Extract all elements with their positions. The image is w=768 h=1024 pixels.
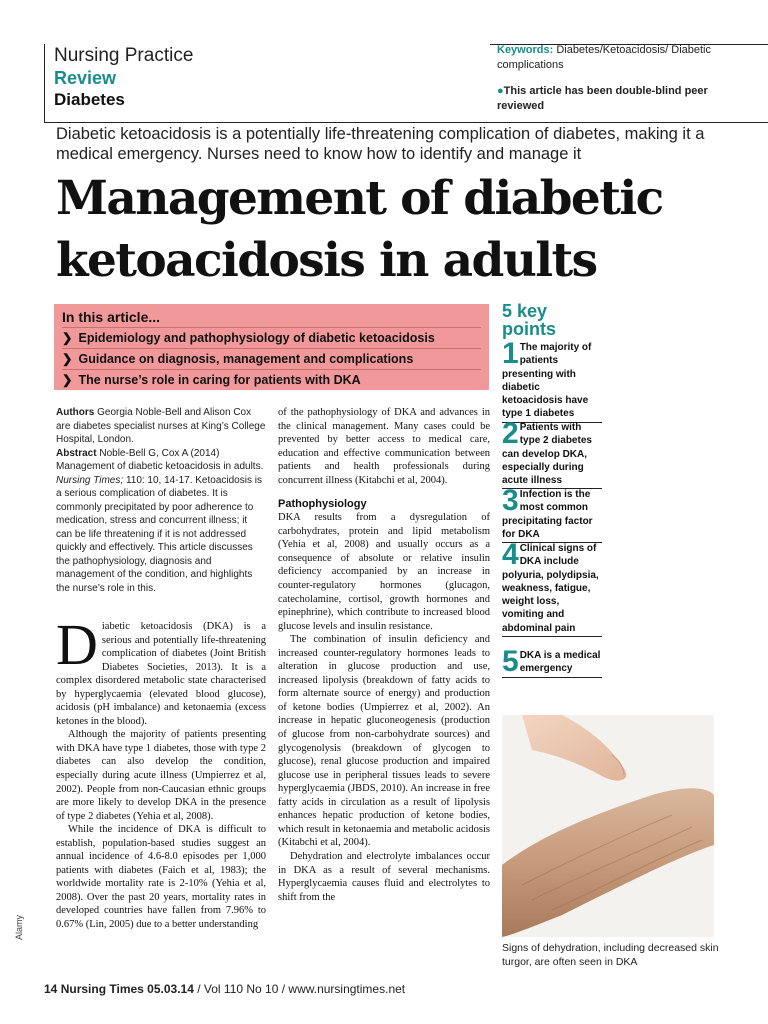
- chevron-right-icon: ❯: [62, 373, 73, 387]
- key-point: 4 Clinical signs of DKA include polyuria, polydipsia, weakness, fatigue, weight loss, vomiting and abdominal pain: [502, 542, 602, 637]
- chevron-right-icon: ❯: [62, 352, 73, 366]
- body-paragraph: Dehydration and electrolyte imbalances occur in DKA as a result of several mechanisms. Hyperglycaemia causes fluid and electrolytes to shift from the: [278, 850, 490, 903]
- section-label: [54, 45, 193, 110]
- page-number: 14: [44, 982, 58, 996]
- header-vertical-rule: [44, 44, 45, 122]
- body-paragraph: While the incidence of DKA is difficult to establish, population-based studies suggest an annual incidence of 4.6-8.0 episodes per 1,000 patients with diabetes (Faich et al, 1983); the worldwide mortality rate is 2-10% (Yehia et al, 2008). Over the past 20 years, mortality rates in developed countries have fallen from 7.96% to 0.67% (Lin, 2005) due to a better understanding: [56, 824, 266, 931]
- key-point: 5 DKA is a medical emergency: [502, 645, 601, 678]
- body-paragraph: DKA results from a dysregulation of carbohydrates, protein and lipid metabolism (Yehia et al, 2008) and usually occurs as a consequence of absolute or relative insulin deficiency accompanied by an increase in counter-regulatory hormones (glucagon, catecholamine, cortisol, growth hormones and epinephrine), which contribute to increased blood glucose levels and insulin resistance.: [278, 512, 490, 632]
- issue-label: Nursing Times 05.03.14: [60, 982, 194, 996]
- body-paragraph: Diabetic ketoacidosis (DKA) is a serious and potentially life-threatening complication of diabetes (Joint British Diabetes Societies, 2013). It is a complex disordered metabolic state characterised by hyperglycaemia (elevated blood glucose), acidosis (pH imbalance) and ketonaemia (excess ketones in the blood).: [56, 612, 266, 727]
- page-footer: [44, 982, 405, 996]
- title-line-1: Management of diabetic: [56, 171, 663, 226]
- bullet-icon: ●: [497, 85, 504, 97]
- title-line-2: ketoacidosis in adults: [56, 233, 597, 288]
- in-this-article-item: ❯ Epidemiology and pathophysiology of diabetic ketoacidosis: [62, 327, 481, 348]
- in-this-article-item: ❯ The nurse’s role in caring for patients with DKA: [62, 369, 481, 390]
- key-points-heading: 5 key points: [502, 301, 556, 339]
- in-this-article-item: ❯ Guidance on diagnosis, management and complications: [62, 348, 481, 369]
- photo-caption: Signs of dehydration, including decreased skin turgor, are often seen in DKA: [502, 942, 719, 968]
- body-column-2: [278, 406, 490, 904]
- keywords-text: Diabetes/Ketoacidosis/ Diabetic complications: [497, 44, 712, 71]
- pathophysiology-heading: Pathophysiology: [278, 498, 367, 511]
- chevron-right-icon: ❯: [62, 331, 73, 345]
- body-column-1: [56, 612, 266, 932]
- peer-review-note: This article has been double-blind peer reviewed: [497, 85, 708, 112]
- author-abstract-block: [56, 406, 266, 595]
- key-point: 3 Infection is the most common precipitating factor for DKA: [502, 488, 602, 543]
- authors: Authors Georgia Noble-Bell and Alison Cox are diabetes specialist nurses at King’s College Hospital, London.: [56, 407, 266, 445]
- in-this-article-heading: In this article...: [62, 309, 161, 325]
- standfirst: Diabetic ketoacidosis is a potentially life-threatening complication of diabetes, making it a medical emergency. Nurses need to know how to identify and manage it: [56, 125, 705, 163]
- section-review: Review: [54, 68, 117, 88]
- keywords-box: [497, 43, 737, 114]
- abstract: Abstract Noble-Bell G, Cox A (2014) Management of diabetic ketoacidosis in adults. Nursing Times; 110: 10, 14-17. Ketoacidosis is a serious complication of diabetes. It is commonly precipitated by poor adherence to medication, stress and concurrent illness; it can be life threatening if it is not addressed quickly and effectively. This article discusses the pathophysiology, diagnosis and management of the condition, and highlights the nurse’s role in this.: [56, 447, 264, 594]
- body-paragraph: The combination of insulin deficiency and increased counter-regulatory hormones leads to alteration in glucose production and use, increased lipolysis (breakdown of fatty acids to form alternate source of energy) and production of ketone bodies (Umpierrez et al, 2002). An increase in hepatic gluconeogenesis (production of glucose from non-carbohydrate sources) and glycogenolysis (breakdown of glycogen to glucose), renal glucose production and impaired glucose use in peripheral tissues leads to severe hyperglycaemia (JBDS, 2010). An increase in free fatty acids in circulation as a result of lipolysis enhances hepatic production of ketone bodies, which result in ketonaemia and metabolic acidosis (Kitabchi et al, 2004).: [278, 634, 490, 849]
- header-divider: [44, 122, 768, 123]
- photo-credit: Alamy: [14, 914, 24, 940]
- article-title: [56, 168, 756, 292]
- body-paragraph: Although the majority of patients presenting with DKA have type 1 diabetes, those with type 2 diabetes can also develop the condition, especially during acute illness (Umpierrez et al, 2002). People from non-Caucasian ethnic groups are more likely to develop DKA in the presence of type 2 diabetes (Yehia et al, 2008).: [56, 729, 266, 822]
- skin-turgor-photo: [502, 715, 714, 937]
- section-nursing-practice: Nursing Practice: [54, 45, 194, 66]
- section-diabetes: Diabetes: [54, 90, 125, 109]
- drop-cap: D: [56, 612, 98, 677]
- key-point: 2 Patients with type 2 diabetes can develop DKA, especially during acute illness: [502, 421, 602, 489]
- in-this-article-box: [54, 304, 489, 390]
- body-paragraph: of the pathophysiology of DKA and advances in the clinical management. Many cases could be prevented by better access to medical care, education and effective communication between patients and health professionals during concurrent illness (Kitabchi et al, 2004).: [278, 407, 490, 486]
- footer-details: / Vol 110 No 10 / www.nursingtimes.net: [197, 982, 406, 996]
- key-point: 1 The majority of patients presenting with diabetic ketoacidosis have type 1 diabetes: [502, 341, 602, 423]
- keywords-label: Keywords:: [497, 44, 554, 56]
